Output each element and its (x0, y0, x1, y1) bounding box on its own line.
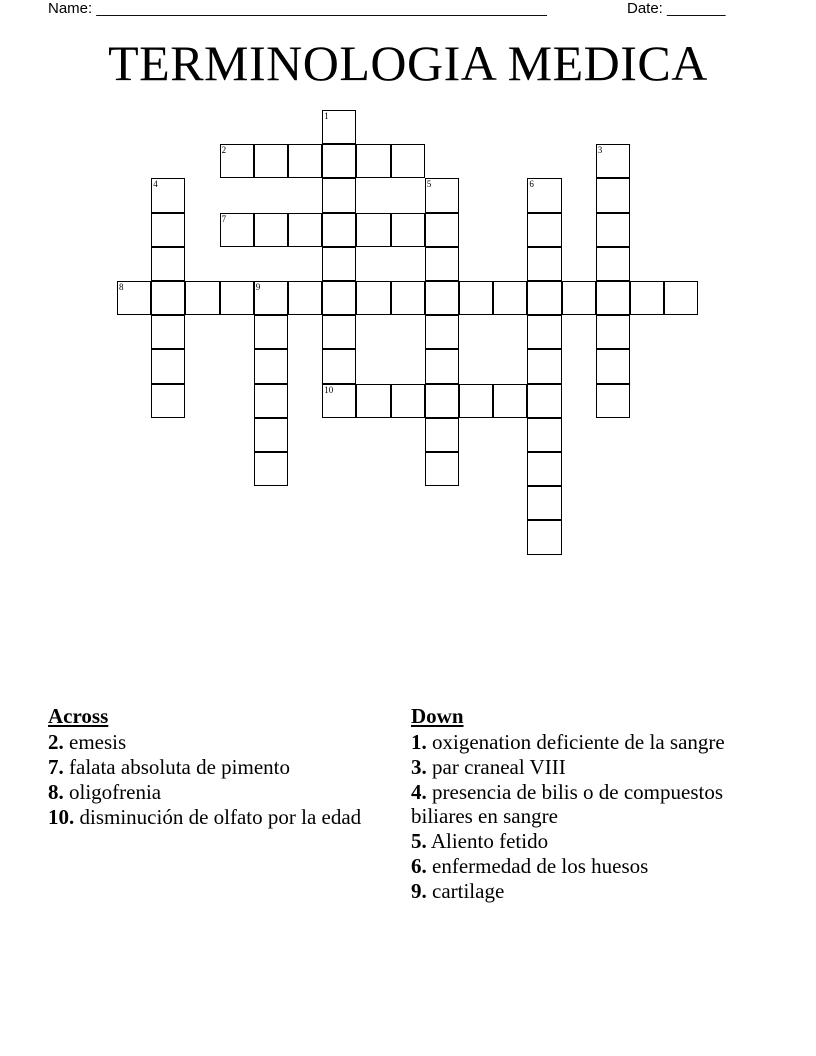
clue-text: enfermedad de los huesos (432, 854, 649, 878)
crossword-cell[interactable] (151, 315, 185, 349)
clue-number: 7. (48, 755, 64, 779)
crossword-cell[interactable] (322, 281, 356, 315)
crossword-cell[interactable] (425, 349, 459, 383)
cell-number: 7 (221, 213, 227, 224)
crossword-cell[interactable] (254, 281, 288, 315)
clue-text: oxigenation deficiente de la sangre (432, 730, 725, 754)
crossword-cell[interactable] (151, 247, 185, 281)
crossword-cell[interactable] (596, 281, 630, 315)
clue-text: oligofrenia (69, 780, 162, 804)
crossword-cell[interactable] (596, 384, 630, 418)
crossword-cell[interactable] (288, 213, 322, 247)
crossword-cell[interactable] (391, 281, 425, 315)
crossword-cell[interactable] (151, 281, 185, 315)
crossword-cell[interactable] (425, 281, 459, 315)
crossword-cell[interactable] (151, 213, 185, 247)
cell-number: 3 (597, 145, 603, 156)
clue-text: presencia de bilis o de compuestos biliares en sangre (411, 780, 724, 828)
cell-number: 10 (324, 384, 334, 395)
crossword-cell[interactable] (220, 213, 254, 247)
clue-down (411, 854, 751, 878)
crossword-cell[interactable] (425, 384, 459, 418)
crossword-cell[interactable] (288, 281, 322, 315)
cell-number: 9 (255, 282, 261, 292)
crossword-cell[interactable] (527, 520, 561, 554)
crossword-cell[interactable] (254, 452, 288, 486)
crossword-cell[interactable] (288, 144, 322, 178)
crossword-cell[interactable] (117, 281, 151, 315)
crossword-cell[interactable] (151, 178, 185, 212)
crossword-cell[interactable] (596, 144, 630, 178)
cell-number: 5 (426, 179, 432, 190)
clue-text: par craneal VIII (432, 755, 566, 779)
crossword-cell[interactable] (254, 349, 288, 383)
crossword-cell[interactable] (254, 315, 288, 349)
crossword-cell[interactable] (596, 213, 630, 247)
crossword-cell[interactable] (459, 281, 493, 315)
crossword-cell[interactable] (664, 281, 698, 315)
crossword-cell[interactable] (527, 349, 561, 383)
clue-across (48, 755, 378, 779)
crossword-cell[interactable] (596, 178, 630, 212)
crossword-cell[interactable] (322, 349, 356, 383)
crossword-cell[interactable] (527, 486, 561, 520)
down-clues (411, 703, 751, 904)
crossword-cell[interactable] (254, 418, 288, 452)
across-clues (48, 703, 378, 830)
crossword-cell[interactable] (254, 144, 288, 178)
date-field-label: Date: _______ (627, 0, 726, 17)
clue-number: 5. (411, 829, 427, 853)
crossword-cell[interactable] (596, 349, 630, 383)
crossword-cell[interactable] (356, 144, 390, 178)
crossword-cell[interactable] (391, 213, 425, 247)
crossword-cell[interactable] (527, 247, 561, 281)
clue-text: falata absoluta de pimento (69, 755, 291, 779)
across-heading: Across (48, 704, 109, 728)
clue-number: 2. (48, 730, 64, 754)
crossword-cell[interactable] (391, 384, 425, 418)
crossword-cell[interactable] (596, 315, 630, 349)
crossword-cell[interactable] (220, 144, 254, 178)
crossword-cell[interactable] (493, 281, 527, 315)
crossword-cell[interactable] (562, 281, 596, 315)
cell-number: 2 (221, 145, 227, 156)
crossword-cell[interactable] (322, 213, 356, 247)
clue-across (48, 805, 378, 829)
clue-down (411, 879, 751, 903)
cell-number: 6 (529, 179, 534, 190)
crossword-cell[interactable] (322, 178, 356, 212)
clue-across (48, 780, 378, 804)
crossword-cell[interactable] (527, 178, 561, 212)
crossword-cell[interactable] (425, 452, 459, 486)
crossword-cell[interactable] (527, 418, 561, 452)
clue-down (411, 755, 751, 779)
crossword-cell[interactable] (151, 384, 185, 418)
down-heading: Down (411, 704, 464, 728)
crossword-cell[interactable] (391, 144, 425, 178)
crossword-cell[interactable] (459, 384, 493, 418)
clue-down (411, 780, 751, 828)
crossword-cell[interactable] (527, 315, 561, 349)
crossword-cell[interactable] (322, 144, 356, 178)
crossword-cell[interactable] (356, 281, 390, 315)
clue-number: 8. (48, 780, 64, 804)
cell-number: 1 (324, 111, 329, 121)
page-title: TERMINOLOGIA MEDICA (108, 35, 708, 91)
clue-number: 10. (48, 805, 75, 829)
crossword-cell[interactable] (185, 281, 219, 315)
crossword-cell[interactable] (356, 384, 390, 418)
crossword-cell[interactable] (151, 349, 185, 383)
crossword-cell[interactable] (630, 281, 664, 315)
clue-across (48, 730, 378, 754)
crossword-cell[interactable] (322, 247, 356, 281)
clue-text: disminución de olfato por la edad (79, 805, 362, 829)
crossword-cell[interactable] (493, 384, 527, 418)
crossword-cell[interactable] (425, 315, 459, 349)
clue-number: 9. (411, 879, 427, 903)
crossword-cell[interactable] (425, 178, 459, 212)
crossword-cell[interactable] (527, 213, 561, 247)
clue-number: 3. (411, 755, 427, 779)
clue-text: cartilage (432, 879, 505, 903)
crossword-cell[interactable] (596, 247, 630, 281)
crossword-cell[interactable] (220, 281, 254, 315)
crossword-cell[interactable] (527, 384, 561, 418)
crossword-cell[interactable] (322, 384, 356, 418)
crossword-cell[interactable] (425, 213, 459, 247)
crossword-cell[interactable] (254, 384, 288, 418)
cell-number: 4 (153, 179, 158, 190)
clue-down (411, 829, 751, 853)
clue-down (411, 730, 751, 754)
crossword-cell[interactable] (356, 213, 390, 247)
clue-number: 6. (411, 854, 427, 878)
crossword-cell[interactable] (322, 110, 356, 144)
name-field-label: Name: ______________________________________________________ (48, 0, 547, 17)
clue-number: 1. (411, 730, 427, 754)
crossword-cell[interactable] (527, 281, 561, 315)
clue-text: Aliento fetido (430, 829, 549, 853)
crossword-cell[interactable] (425, 247, 459, 281)
crossword-cell[interactable] (527, 452, 561, 486)
cell-number: 8 (119, 282, 124, 292)
crossword-cell[interactable] (425, 418, 459, 452)
crossword-cell[interactable] (322, 315, 356, 349)
crossword-cell[interactable] (254, 213, 288, 247)
clue-number: 4. (411, 780, 427, 804)
clue-text: emesis (69, 730, 127, 754)
